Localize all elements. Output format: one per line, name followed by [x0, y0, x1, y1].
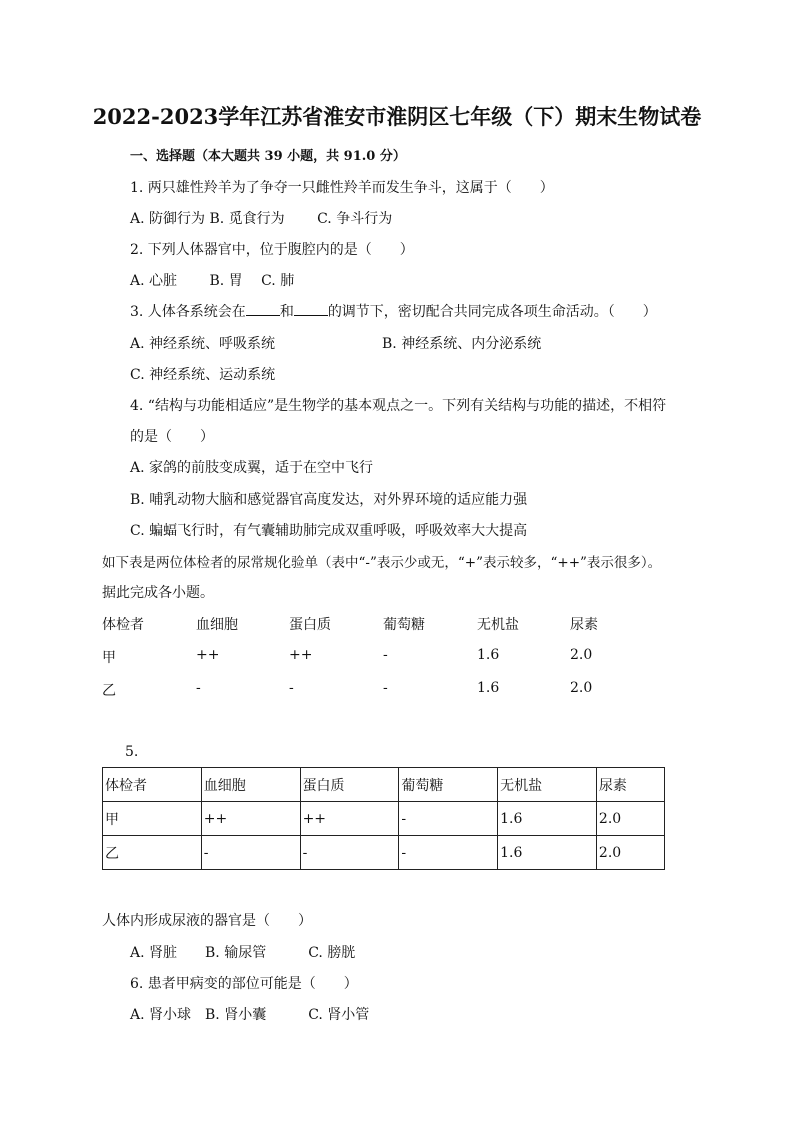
table-cell: 乙 — [103, 836, 202, 870]
question-3-stem — [130, 301, 657, 321]
plain-table-cell: 1.6 — [477, 647, 500, 663]
table-header-cell: 血细胞 — [201, 768, 300, 802]
plain-table-cell: - — [289, 680, 294, 696]
urine-table-bordered — [102, 767, 665, 870]
plain-table-cell: ++ — [289, 647, 313, 663]
table-header-row — [103, 768, 665, 802]
question-3-stem-post: 的调节下，密切配合共同完成各项生命活动。（ ） — [327, 304, 657, 320]
table-header-cell: 蛋白质 — [300, 768, 399, 802]
question-3-option-a: A. 神经系统、呼吸系统 — [130, 336, 276, 352]
table-cell: 1.6 — [498, 802, 597, 836]
table-cell: - — [399, 802, 498, 836]
plain-table-cell: ++ — [196, 647, 220, 663]
material-intro-line1: 如下表是两位体检者的尿常规化验单（表中“-”表示少或无，“+”表示较多，“++”表示很多）。 — [102, 555, 662, 571]
question-2-stem: 2. 下列人体器官中，位于腹腔内的是（ ） — [130, 242, 414, 258]
table-header-cell: 葡萄糖 — [399, 768, 498, 802]
plain-header-cell: 尿素 — [570, 617, 598, 633]
table-cell: 1.6 — [498, 836, 597, 870]
question-6-options: A. 肾小球 B. 肾小囊 C. 肾小管 — [130, 1007, 370, 1023]
question-5-number: 5. — [125, 744, 139, 760]
section-heading: 一、选择题（本大题共 39 小题，共 91.0 分） — [130, 149, 406, 164]
question-5-options: A. 肾脏 B. 输尿管 C. 膀胱 — [130, 945, 356, 961]
table-cell: - — [300, 836, 399, 870]
table-cell: ++ — [201, 802, 300, 836]
question-3-option-b: B. 神经系统、内分泌系统 — [382, 336, 542, 352]
plain-table-cell: 乙 — [102, 683, 116, 699]
exam-title: 2022-2023学年江苏省淮安市淮阴区七年级（下）期末生物试卷 — [92, 104, 702, 129]
answer-blank-2 — [294, 303, 328, 316]
table-cell: ++ — [300, 802, 399, 836]
question-3-stem-mid: 和 — [279, 304, 294, 320]
plain-table-cell: 甲 — [102, 650, 116, 666]
plain-table-cell: - — [383, 647, 388, 663]
question-4-option-a: A. 家鸽的前肢变成翼，适于在空中飞行 — [130, 460, 374, 476]
question-1-stem: 1. 两只雄性羚羊为了争夺一只雌性羚羊而发生争斗，这属于（ ） — [130, 180, 554, 196]
table-cell: - — [399, 836, 498, 870]
question-4-stem-line2: 的是（ ） — [130, 429, 214, 445]
plain-table-cell: - — [196, 680, 201, 696]
table-cell: 2.0 — [596, 802, 664, 836]
plain-table-cell: 2.0 — [570, 680, 593, 696]
plain-table-cell: - — [383, 680, 388, 696]
table-row — [103, 802, 665, 836]
question-4-option-c: C. 蝙蝠飞行时，有气囊辅助肺完成双重呼吸，呼吸效率大大提高 — [130, 523, 528, 539]
plain-header-cell: 蛋白质 — [289, 617, 331, 633]
table-cell: - — [201, 836, 300, 870]
material-intro-line2: 据此完成各小题。 — [102, 585, 214, 601]
table-header-cell: 无机盐 — [498, 768, 597, 802]
question-3-stem-pre: 3. 人体各系统会在 — [130, 304, 246, 320]
table-cell: 2.0 — [596, 836, 664, 870]
question-6-stem: 6. 患者甲病变的部位可能是（ ） — [130, 976, 358, 992]
plain-header-cell: 无机盐 — [477, 617, 519, 633]
plain-header-cell: 体检者 — [102, 617, 144, 633]
plain-table-cell: 1.6 — [477, 680, 500, 696]
table-row — [103, 836, 665, 870]
plain-header-cell: 葡萄糖 — [383, 617, 425, 633]
table-header-cell: 体检者 — [103, 768, 202, 802]
question-4-stem-line1: 4. “结构与功能相适应”是生物学的基本观点之一。下列有关结构与功能的描述，不相符 — [130, 398, 667, 414]
table-header-cell: 尿素 — [596, 768, 664, 802]
table-cell: 甲 — [103, 802, 202, 836]
question-1-options: A. 防御行为 B. 觅食行为 C. 争斗行为 — [130, 211, 393, 227]
question-4-option-b: B. 哺乳动物大脑和感觉器官高度发达，对外界环境的适应能力强 — [130, 492, 528, 508]
plain-header-cell: 血细胞 — [196, 617, 238, 633]
question-5-stem: 人体内形成尿液的器官是（ ） — [102, 913, 312, 929]
question-2-options: A. 心脏 B. 胃 C. 肺 — [130, 273, 295, 289]
plain-table-cell: 2.0 — [570, 647, 593, 663]
question-3-option-c: C. 神经系统、运动系统 — [130, 367, 276, 383]
answer-blank-1 — [246, 303, 280, 316]
